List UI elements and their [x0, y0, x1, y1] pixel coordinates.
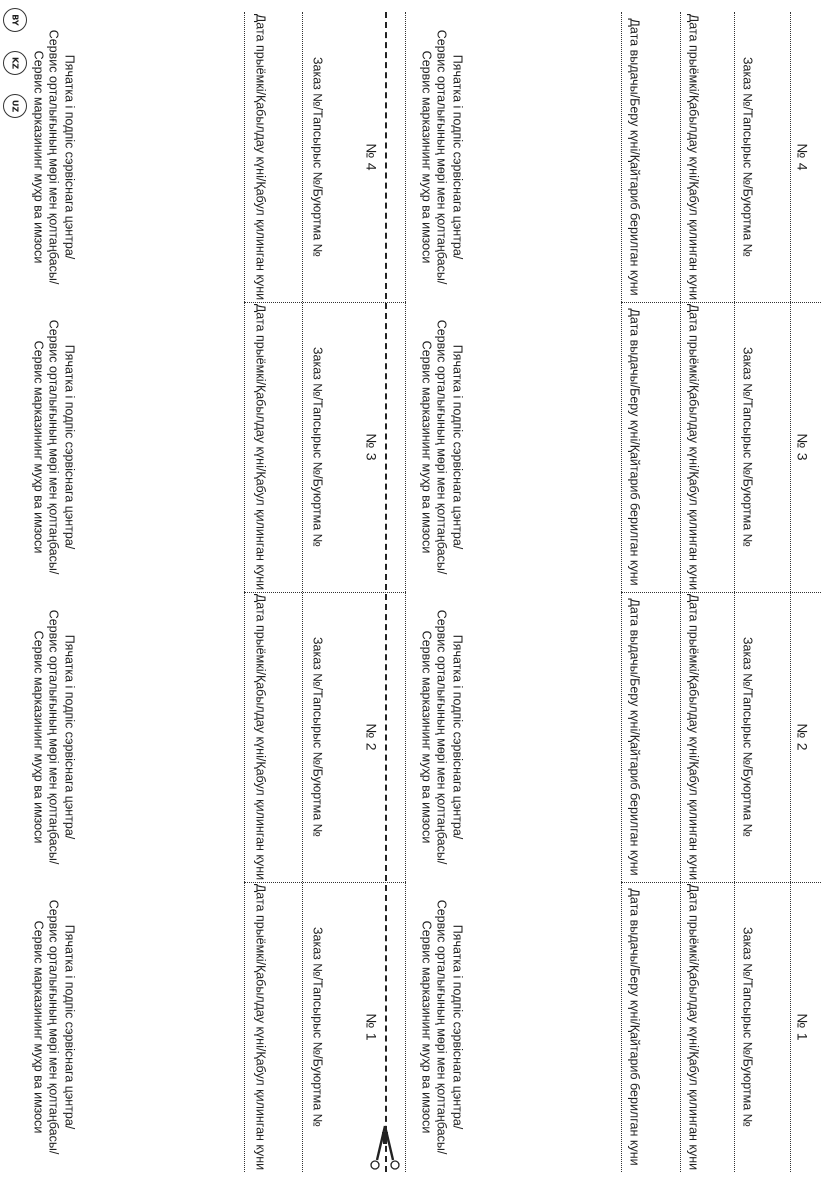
stub-receipt-date-label: Дата прыёмкі/Қабылдау күні/Қабул қилинган куни — [253, 883, 268, 1171]
order-number-label: Заказ №/Тапсырыс №/Буюртма № — [740, 636, 755, 838]
order-number-label: Заказ №/Тапсырыс №/Буюртма № — [740, 56, 755, 258]
section-divider — [244, 882, 406, 883]
seal-line: Сервис марказининг муҳр ва имзоси — [419, 50, 434, 264]
order-number-label: Заказ №/Тапсырыс №/Буюртма № — [740, 346, 755, 548]
seal-line: Сервис орталығының мөрі мен қолтаңбасы/ — [434, 319, 449, 575]
stub-seal-signature-label — [30, 30, 77, 285]
seal-signature-label — [418, 900, 465, 1155]
stub-number: № 2 — [363, 723, 380, 751]
stub-seal-signature-label — [30, 320, 77, 575]
seal-line: Сервис марказининг муҳр ва имзоси — [31, 340, 46, 554]
badge-by: BY — [3, 8, 27, 32]
seal-line: Пячатка і подпіс сэрвіснага цэнтра/ — [450, 634, 465, 840]
stub-order-label: Заказ №/Тапсырыс №/Буюртма № — [310, 636, 325, 838]
issue-date-label: Дата выдачы/Беру күні/Қайтариб берилган куни — [627, 598, 642, 876]
seal-line: Сервис марказининг муҳр ва имзоси — [31, 630, 46, 844]
ticket-number: № 4 — [794, 143, 811, 171]
seal-line: Пячатка і подпіс сэрвіснага цэнтра/ — [62, 634, 77, 840]
seal-line: Пячатка і подпіс сэрвіснага цэнтра/ — [62, 54, 77, 260]
stub-receipt-date-label: Дата прыёмкі/Қабылдау күні/Қабул қилинган куни — [253, 303, 268, 591]
stub-order-label: Заказ №/Тапсырыс №/Буюртма № — [310, 926, 325, 1128]
badge-uz: UZ — [3, 94, 27, 118]
section-divider — [244, 592, 406, 593]
seal-line: Сервис марказининг муҳр ва имзоси — [419, 920, 434, 1134]
seal-line: Пячатка і подпіс сэрвіснага цэнтра/ — [62, 344, 77, 550]
seal-line: Сервис марказининг муҳр ва имзоси — [31, 920, 46, 1134]
section-divider — [621, 592, 821, 593]
seal-line: Сервис марказининг муҳр ва имзоси — [419, 340, 434, 554]
seal-line: Сервис орталығының мөрі мен қолтаңбасы/ — [46, 319, 61, 575]
seal-line: Сервис орталығының мөрі мен қолтаңбасы/ — [46, 899, 61, 1155]
seal-line: Пячатка і подпіс сэрвіснага цэнтра/ — [450, 54, 465, 260]
section-divider — [621, 302, 821, 303]
receipt-date-label: Дата прыёмкі/Қабылдау күні/Қабул қилинган куни — [686, 303, 701, 591]
stub-number: № 3 — [363, 433, 380, 461]
receipt-date-label: Дата прыёмкі/Қабылдау күні/Қабул қилинган куни — [686, 13, 701, 301]
section-divider — [621, 882, 821, 883]
issue-date-label: Дата выдачы/Беру күні/Қайтариб берилган куни — [627, 888, 642, 1166]
stub-order-label: Заказ №/Тапсырыс №/Буюртма № — [310, 346, 325, 548]
seal-line: Сервис орталығының мөрі мен қолтаңбасы/ — [46, 29, 61, 285]
seal-line: Сервис орталығының мөрі мен қолтаңбасы/ — [46, 609, 61, 865]
ticket-number: № 3 — [794, 433, 811, 461]
seal-line: Сервис орталығының мөрі мен қолтаңбасы/ — [434, 899, 449, 1155]
stub-seal-signature-label — [30, 900, 77, 1155]
stub-number: № 1 — [363, 1013, 380, 1041]
seal-signature-label — [418, 320, 465, 575]
scissors-icon — [368, 1122, 402, 1172]
stub-number: № 4 — [363, 143, 380, 171]
seal-line: Пячатка і подпіс сэрвіснага цэнтра/ — [62, 924, 77, 1130]
seal-line: Пячатка і подпіс сэрвіснага цэнтра/ — [450, 344, 465, 550]
issue-date-label: Дата выдачы/Беру күні/Қайтариб берилган куни — [627, 18, 642, 296]
seal-signature-label — [418, 30, 465, 285]
seal-line: Сервис марказининг муҳр ва имзоси — [419, 630, 434, 844]
badge-kz: KZ — [3, 51, 27, 75]
stub-receipt-date-label: Дата прыёмкі/Қабылдау күні/Қабул қилинган куни — [253, 593, 268, 881]
issue-date-label: Дата выдачы/Беру күні/Қайтариб берилган куни — [627, 308, 642, 586]
stub-order-label: Заказ №/Тапсырыс №/Буюртма № — [310, 56, 325, 258]
seal-line: Сервис орталығының мөрі мен қолтаңбасы/ — [434, 609, 449, 865]
seal-signature-label — [418, 610, 465, 865]
section-divider — [244, 302, 406, 303]
seal-line: Пячатка і подпіс сэрвіснага цэнтра/ — [450, 924, 465, 1130]
receipt-date-label: Дата прыёмкі/Қабылдау күні/Қабул қилинган куни — [686, 593, 701, 881]
stub-receipt-date-label: Дата прыёмкі/Қабылдау күні/Қабул қилинган куни — [253, 13, 268, 301]
cut-line — [385, 12, 387, 1172]
receipt-date-label: Дата прыёмкі/Қабылдау күні/Қабул қилинган куни — [686, 883, 701, 1171]
stub-seal-signature-label — [30, 610, 77, 865]
order-number-label: Заказ №/Тапсырыс №/Буюртма № — [740, 926, 755, 1128]
seal-line: Сервис орталығының мөрі мен қолтаңбасы/ — [434, 29, 449, 285]
seal-line: Сервис марказининг муҳр ва имзоси — [31, 50, 46, 264]
ticket-number: № 2 — [794, 723, 811, 751]
ticket-number: № 1 — [794, 1013, 811, 1041]
